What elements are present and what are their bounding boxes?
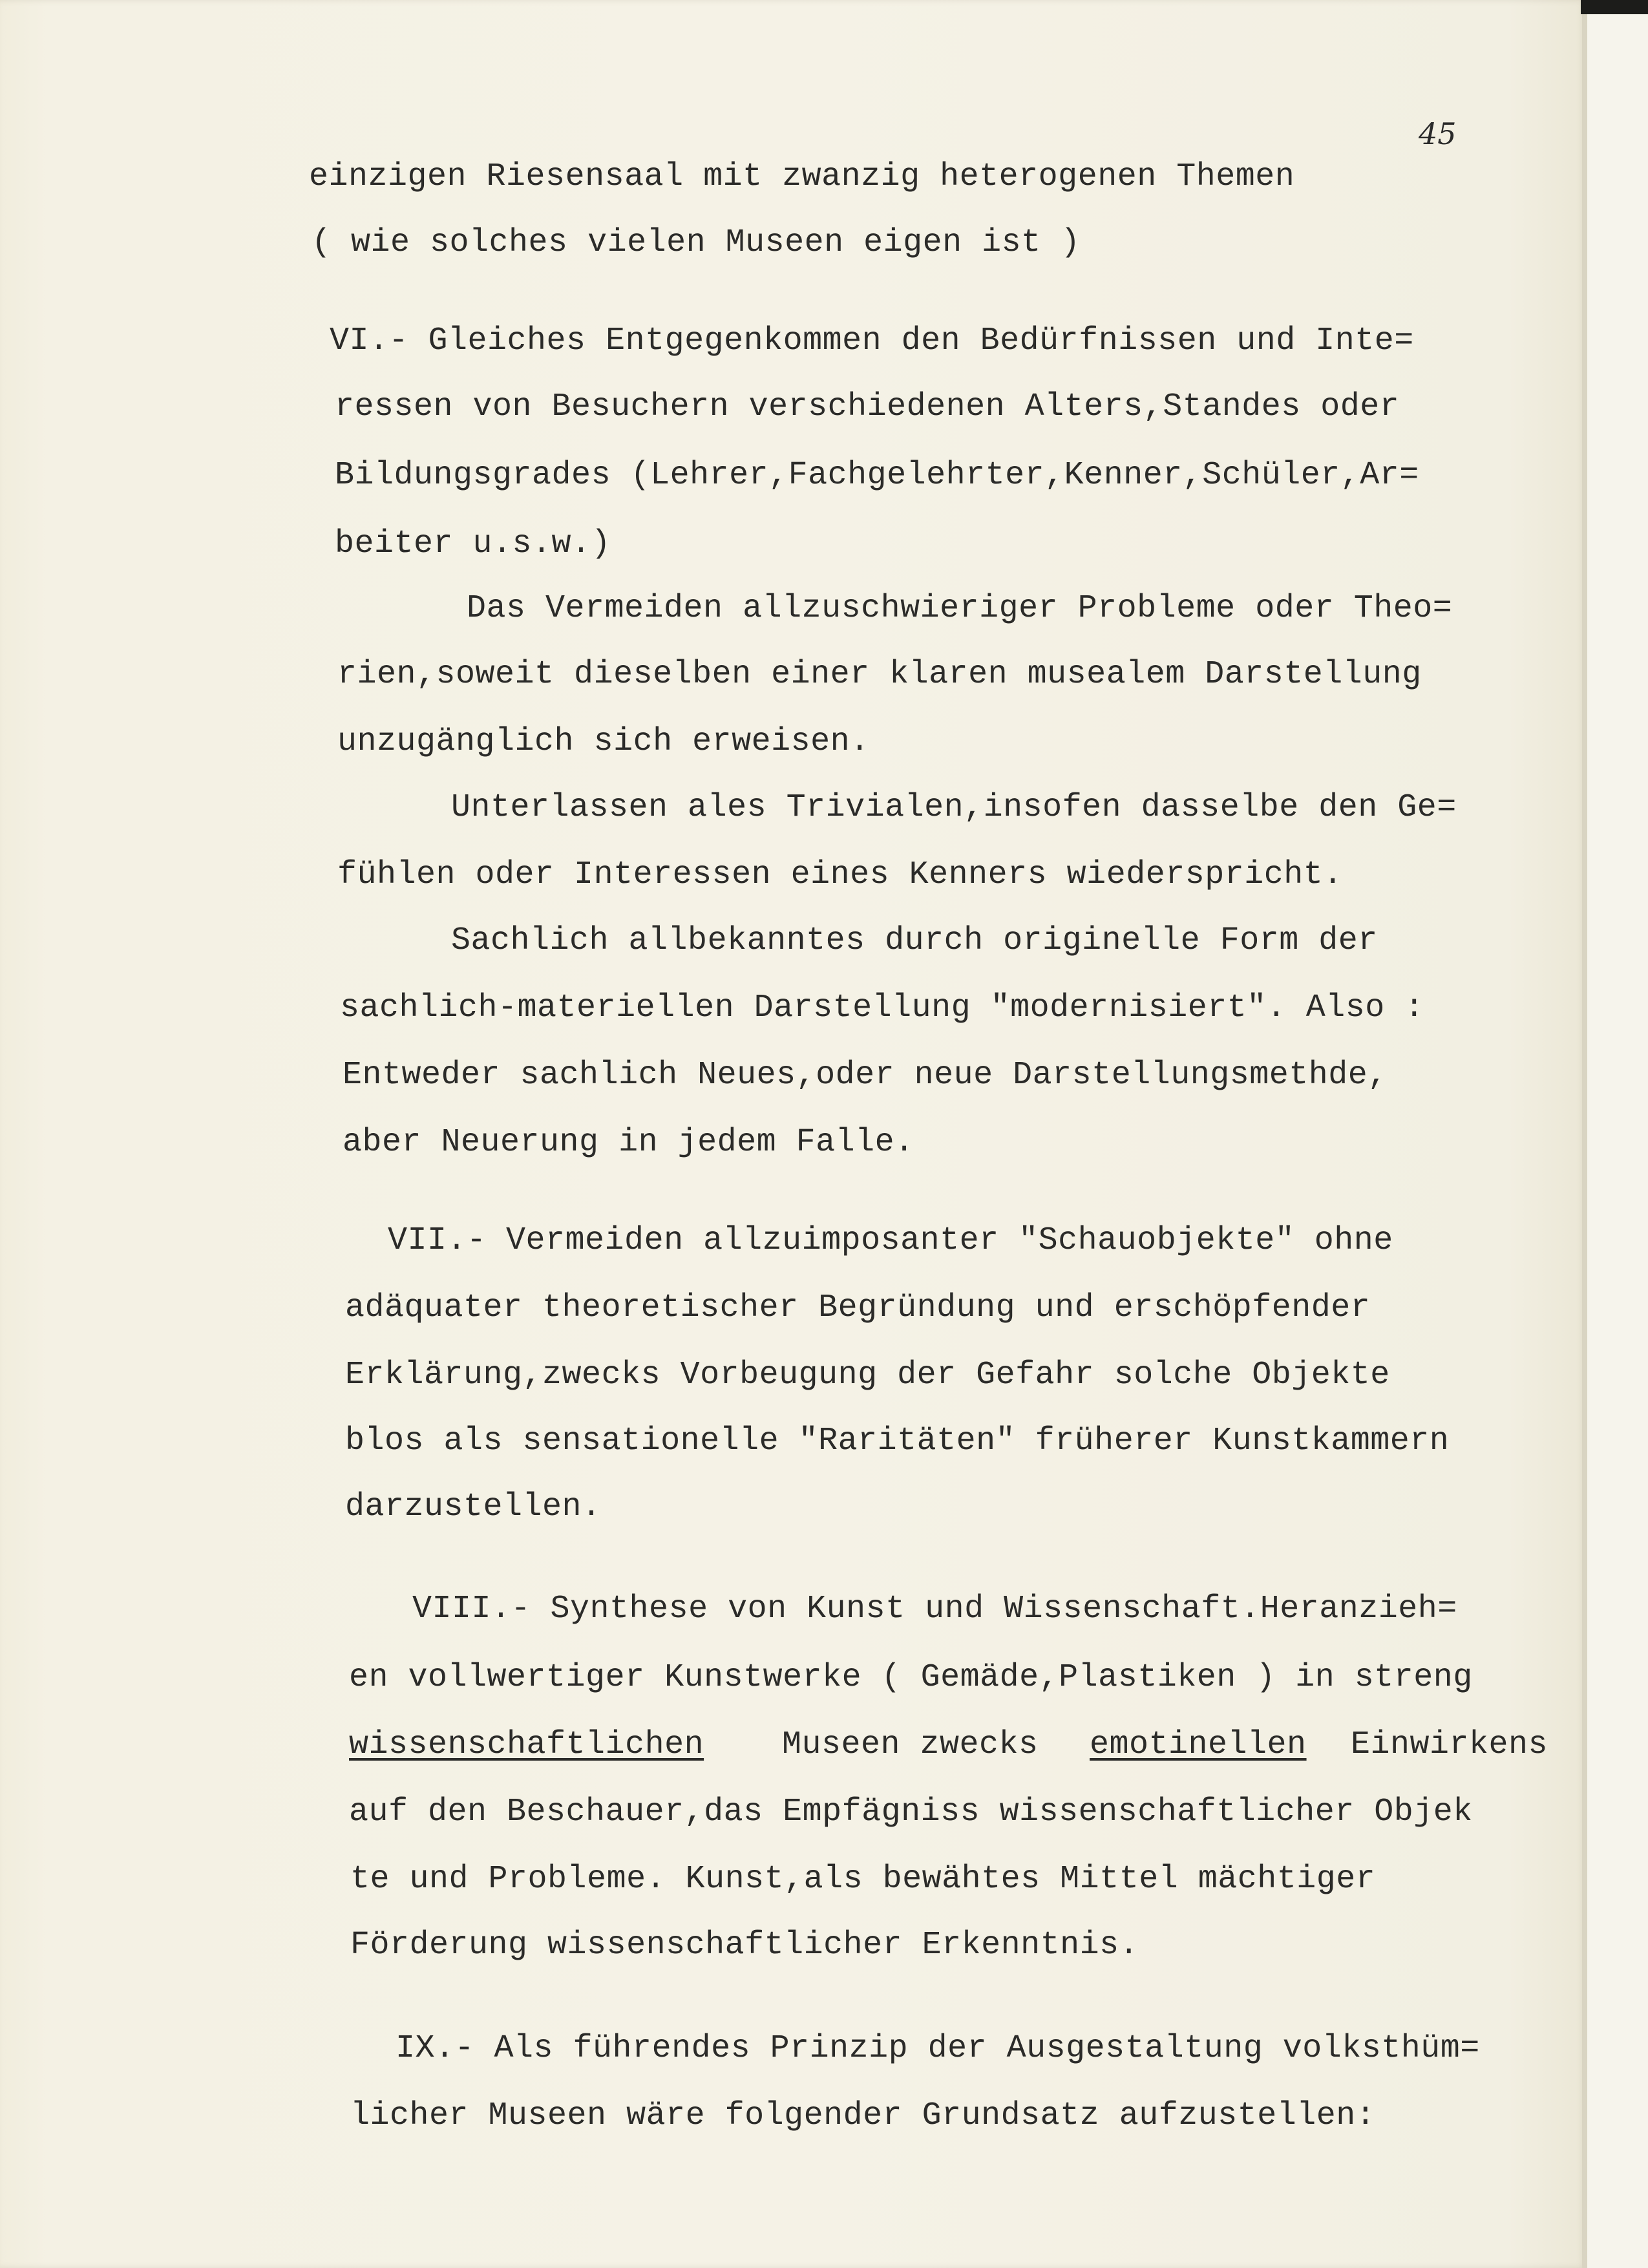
underlined-word: wissenschaftlichen [349,1726,704,1763]
text-line: Bildungsgrades (Lehrer,Fachgelehrter,Kenner,Schüler,Ar= [335,457,1419,494]
text-line: unzugänglich sich erweisen. [337,723,870,760]
corner-mark [1581,0,1648,14]
text-line: ressen von Besuchern verschiedenen Alters,Standes oder [335,388,1400,425]
section-viii-line: VIII.- Synthese von Kunst und Wissenschaft.Heranzieh= [412,1591,1457,1627]
text-line: en vollwertiger Kunstwerke ( Gemäde,Plastiken ) in streng [349,1659,1473,1696]
text-line: ( wie solches vielen Museen eigen ist ) [312,224,1081,261]
text-segment: Einwirkens [1351,1726,1548,1763]
text-line: einzigen Riesensaal mit zwanzig heterogenen Themen [309,158,1295,195]
section-vii-line: VII.- Vermeiden allzuimposanter "Schauobjekte" ohne [388,1222,1393,1259]
section-vi-line: VI.- Gleiches Entgegenkommen den Bedürfnissen und Inte= [330,323,1414,359]
text-line: blos als sensationelle "Raritäten" früherer Kunstkammern [345,1423,1450,1459]
text-line: te und Probleme. Kunst,als bewähtes Mittel mächtiger [350,1861,1376,1898]
text-line: rien,soweit dieselben einer klaren musealem Darstellung [337,656,1422,693]
text-line: Unterlassen ales Trivialen,insofen dasselbe den Ge= [451,789,1457,826]
text-line: licher Museen wäre folgender Grundsatz aufzustellen: [350,2097,1376,2134]
text-line: auf den Beschauer,das Empfägniss wissenschaftlicher Objek [349,1794,1473,1830]
text-line: Förderung wissenschaftlicher Erkenntnis. [350,1927,1139,1964]
section-ix-line: IX.- Als führendes Prinzip der Ausgestaltung volksthüm= [396,2030,1480,2067]
text-line: darzustellen. [345,1489,602,1525]
page-number: 45 [1419,116,1457,151]
underlined-word: emotinellen [1090,1726,1307,1763]
text-line: Erklärung,zwecks Vorbeugung der Gefahr solche Objekte [345,1357,1390,1394]
text-segment: Museen zwecks [782,1726,1039,1763]
page-edge [1582,0,1587,2268]
text-line: sachlich-materiellen Darstellung "modernisiert". Also : [340,990,1424,1026]
text-line: adäquater theoretischer Begründung und erschöpfender [345,1289,1371,1326]
text-line: beiter u.s.w.) [335,525,611,562]
text-line: aber Neuerung in jedem Falle. [343,1124,914,1161]
text-line: fühlen oder Interessen eines Kenners wiederspricht. [337,856,1343,893]
text-line: Entweder sachlich Neues,oder neue Darstellungsmethde, [343,1057,1388,1094]
text-line: Sachlich allbekanntes durch originelle Form der [451,922,1378,959]
text-line: Das Vermeiden allzuschwieriger Probleme oder Theo= [467,590,1453,627]
